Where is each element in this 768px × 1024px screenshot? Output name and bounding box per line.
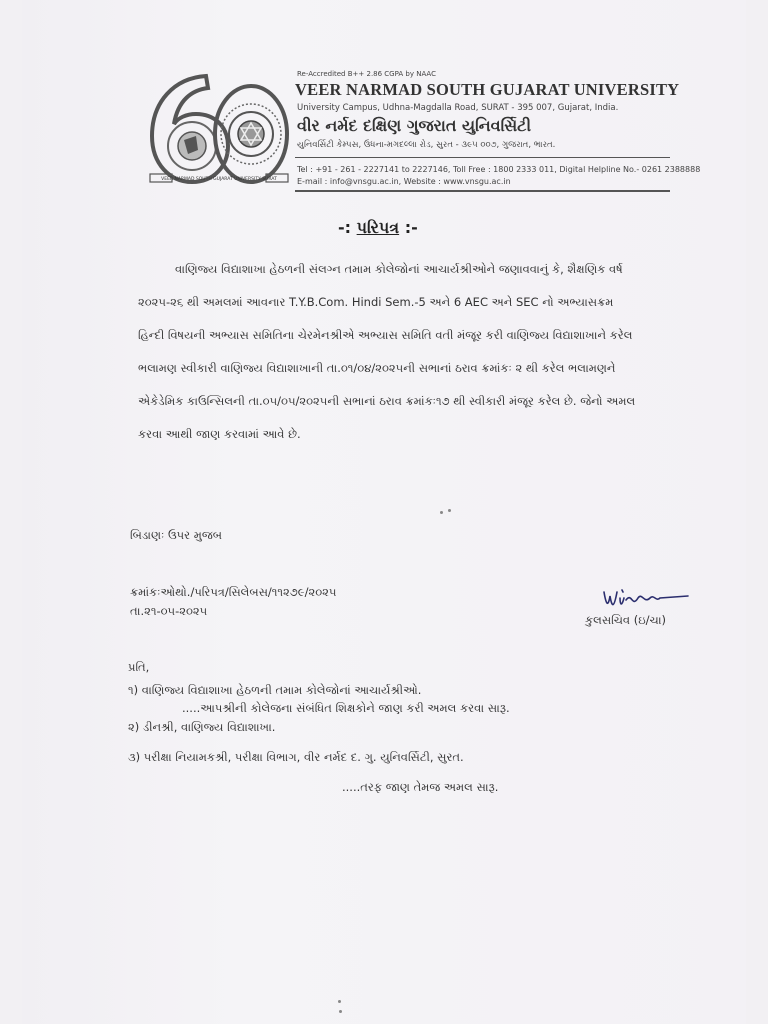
university-60-years-logo (148, 70, 290, 190)
reference-date: તા.૨૧-૦૫-૨૦૨૫ (130, 604, 208, 618)
body-line: વાણિજ્ય વિદ્યાશાખા હેઠળની સંલગ્ન તમામ કોલેજોનાં આચાર્યશ્રીઓને જણાવવાનું કે, શૈક્ષણિક વર્ષ (175, 262, 623, 276)
header-divider-bottom (295, 190, 670, 192)
recipient-item: ૩) પરીક્ષા નિયામકશ્રી, પરીક્ષા વિભાગ, વીર નર્મદ દ. ગુ. યુનિવર્સિટી, સુરત. (128, 750, 464, 764)
circular-title (338, 218, 418, 238)
body-line: કરવા આથી જાણ કરવામાં આવે છે. (138, 427, 301, 441)
title-text: પરિપત્ર (356, 218, 400, 237)
recipients-heading: પ્રતિ, (128, 660, 150, 674)
title-prefix: -: (338, 218, 352, 237)
recipient-note: .....આપશ્રીની કોલેજના સંબંધિત શિક્ષકોને જાણ કરી અમલ કરવા સારૂ. (182, 701, 510, 715)
header-divider (295, 157, 670, 158)
recipient-item: ૨) ડીનશ્રી, વાણિજ્ય વિદ્યાશાખા. (128, 720, 276, 734)
body-line: હિન્દી વિષયની અભ્યાસ સમિતિના ચેરમેનશ્રીએ અભ્યાસ સમિતિ વતી મંજૂર કરી વાણિજ્ય વિદ્યાશાખાને કરેલ (138, 328, 633, 342)
contact-details (297, 164, 700, 188)
title-suffix: :- (404, 218, 418, 237)
body-line: ભલામણ સ્વીકારી વાણિજ્ય વિદ્યાશાખાની તા.૦૧/૦૪/૨૦૨૫ની સભાનાં ઠરાવ ક્રમાંકઃ ૨ થી કરેલ ભલામણને (138, 361, 616, 375)
university-address: University Campus, Udhna-Magdalla Road, SURAT - 395 007, Gujarat, India. (297, 103, 619, 113)
body-line: એકેડેમિક કાઉન્સિલની તા.૦૫/૦૫/૨૦૨૫ની સભાનાં ઠરાવ ક્રમાંકઃ૧૭ થી સ્વીકારી મંજૂર કરેલ છે. જેનો અમલ (138, 394, 636, 408)
body-line: ૨૦૨૫-૨૬ થી અમલમાં આવનાર T.Y.B.Com. Hindi Sem.-5 અને 6 AEC અને SEC નો અભ્યાસક્રમ (138, 295, 614, 309)
reference-number: ક્રમાંકઃઓથો./પરિપત્ર/સિલેબસ/૧૧૨૭૯/૨૦૨૫ (130, 585, 337, 599)
signatory-initials: (ઇ/ચા) (633, 613, 667, 627)
phone-line: Tel : +91 - 261 - 2227141 to 2227146, Toll Free : 1800 2333 011, Digital Helpline No.- 0261 2388888 (297, 165, 701, 174)
paper-speck (338, 1000, 341, 1003)
recipient-item: ૧) વાણિજ્ય વિદ્યાશાખા હેઠળની તમામ કોલેજોનાં આચાર્યશ્રીઓ. (128, 683, 422, 697)
recipient-note: .....તરફ જાણ તેમજ અમલ સારૂ. (342, 780, 499, 794)
enclosure-note: બિડાણઃ ઉપર મુજબ (130, 528, 222, 542)
university-address-gujarati: યુનિવર્સિટી કેમ્પસ, ઉધના-મગદલ્લા રોડ, સુરત - ૩૯૫ ૦૦૭, ગુજરાત, ભારત. (297, 140, 556, 150)
naac-accreditation: Re-Accredited B++ 2.86 CGPA by NAAC (297, 70, 436, 78)
signatory-designation: કુલસચિવ (585, 613, 631, 627)
paper-speck (339, 1010, 342, 1013)
email-line: E-mail : info@vnsgu.ac.in, Website : www.vnsgu.ac.in (297, 177, 511, 186)
logo-caption: VEER NARMAD SOUTH GUJARAT UNIVERSITY SURAT (161, 177, 277, 182)
university-name: VEER NARMAD SOUTH GUJARAT UNIVERSITY (295, 80, 680, 99)
paper-speck (448, 509, 451, 512)
paper-speck (440, 511, 443, 514)
university-name-gujarati: વીર નર્મદ દક્ષિણ ગુજરાત યુનિવર્સિટી (297, 116, 532, 135)
circular-page (22, 0, 746, 1024)
signatory-block (585, 613, 666, 628)
